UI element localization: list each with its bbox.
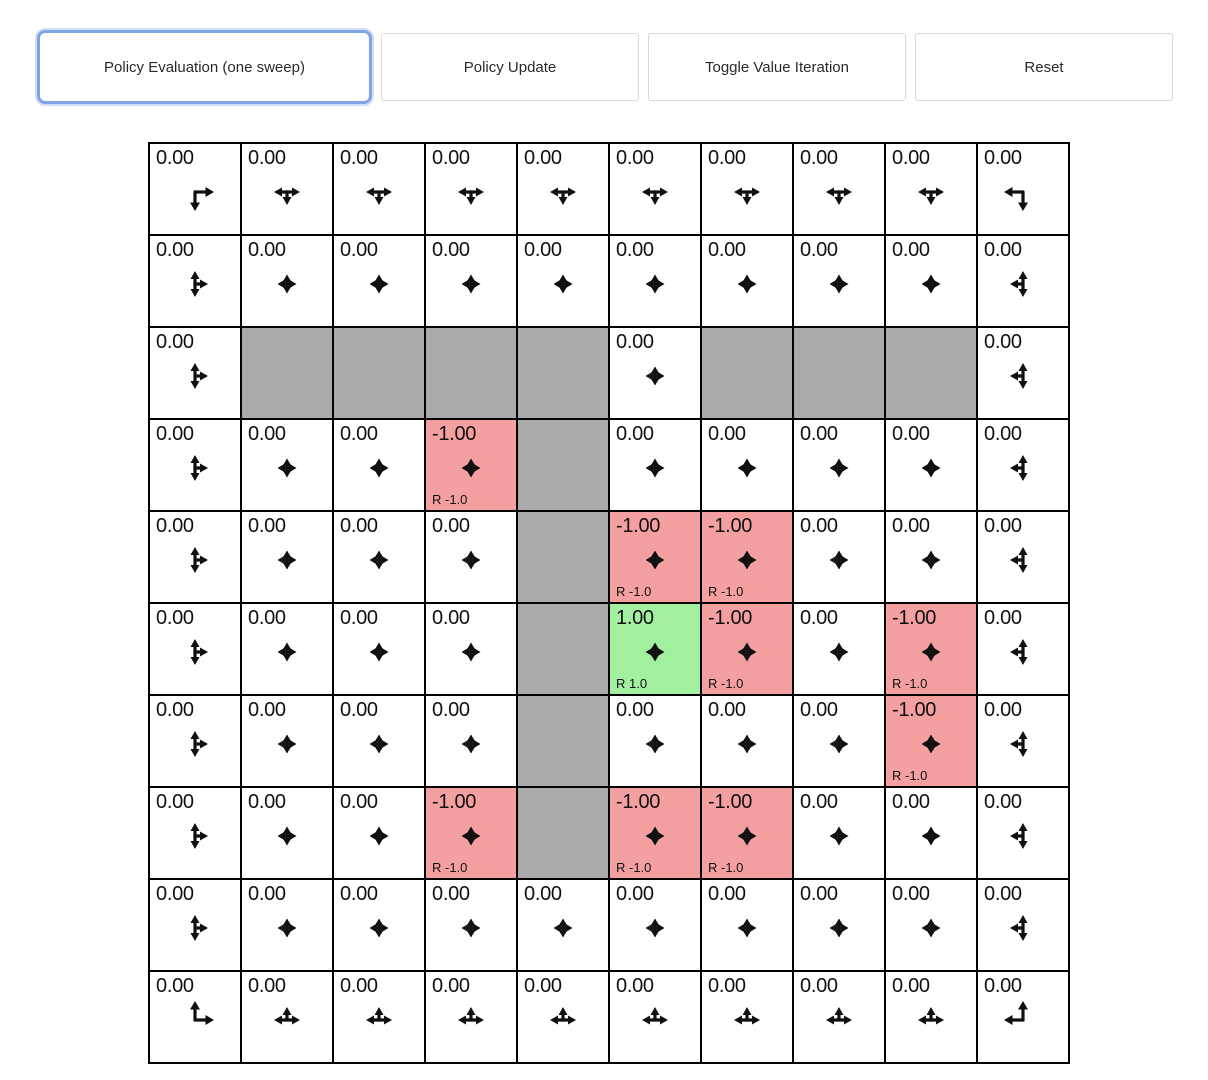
grid-cell[interactable] (610, 420, 700, 510)
policy-arrows-icon (907, 628, 955, 676)
cell-value: 0.00 (708, 699, 746, 721)
cell-value: 0.00 (340, 791, 378, 813)
policy-arrows-icon (355, 444, 403, 492)
policy-arrows-icon (539, 260, 587, 308)
policy-arrows-icon (447, 812, 495, 860)
cell-value: 0.00 (984, 607, 1022, 629)
cell-value: 0.00 (248, 699, 286, 721)
policy-arrows-icon (815, 444, 863, 492)
cell-value: 0.00 (708, 883, 746, 905)
grid-cell[interactable] (702, 236, 792, 326)
cell-value: 0.00 (156, 147, 194, 169)
policy-arrows-icon (263, 812, 311, 860)
reward-label: R -1.0 (708, 584, 744, 599)
cell-value: 0.00 (984, 331, 1022, 353)
cell-value: -1.00 (616, 515, 661, 537)
grid-cell[interactable] (150, 420, 240, 510)
grid-cell[interactable] (886, 788, 976, 878)
cell-value: 0.00 (432, 147, 470, 169)
grid-cell[interactable] (702, 696, 792, 786)
grid-cell[interactable] (610, 144, 700, 234)
cell-value: 0.00 (524, 147, 562, 169)
policy-arrows-icon (815, 812, 863, 860)
cell-value: 0.00 (984, 423, 1022, 445)
grid-cell[interactable] (334, 512, 424, 602)
policy-evaluation-button[interactable]: Policy Evaluation (one sweep) (37, 30, 372, 104)
policy-arrows-icon (447, 996, 495, 1044)
cell-value: 0.00 (340, 975, 378, 997)
cell-value: 0.00 (248, 975, 286, 997)
policy-arrows-icon (723, 260, 771, 308)
grid-cell[interactable] (150, 788, 240, 878)
wall-cell[interactable] (518, 696, 608, 786)
grid-cell[interactable] (610, 236, 700, 326)
grid-cell[interactable] (978, 880, 1068, 970)
cell-value: 0.00 (432, 607, 470, 629)
policy-arrows-icon (723, 904, 771, 952)
grid-cell[interactable] (150, 236, 240, 326)
policy-arrows-icon (447, 628, 495, 676)
cell-value: 0.00 (616, 883, 654, 905)
grid-cell[interactable] (886, 512, 976, 602)
policy-arrows-icon (999, 996, 1047, 1044)
wall-cell[interactable] (794, 328, 884, 418)
grid-cell[interactable] (150, 696, 240, 786)
policy-arrows-icon (171, 168, 219, 216)
cell-value: 0.00 (248, 607, 286, 629)
grid-cell[interactable] (426, 144, 516, 234)
policy-arrows-icon (815, 996, 863, 1044)
grid-cell[interactable] (334, 144, 424, 234)
grid-cell[interactable] (886, 420, 976, 510)
grid-cell[interactable] (702, 144, 792, 234)
grid-cell[interactable] (886, 604, 976, 694)
policy-arrows-icon (631, 168, 679, 216)
cell-value: 0.00 (524, 883, 562, 905)
grid-cell[interactable] (794, 972, 884, 1062)
policy-arrows-icon (447, 904, 495, 952)
wall-cell[interactable] (518, 420, 608, 510)
grid-cell[interactable] (150, 972, 240, 1062)
grid-cell[interactable] (334, 880, 424, 970)
cell-value: 0.00 (708, 975, 746, 997)
policy-arrows-icon (723, 444, 771, 492)
reward-label: R 1.0 (616, 676, 648, 691)
policy-arrows-icon (815, 628, 863, 676)
policy-arrows-icon (171, 812, 219, 860)
cell-value: 0.00 (892, 883, 930, 905)
grid-cell[interactable] (242, 236, 332, 326)
grid-cell[interactable] (978, 420, 1068, 510)
grid-cell[interactable] (610, 604, 700, 694)
policy-arrows-icon (723, 168, 771, 216)
wall-cell[interactable] (426, 328, 516, 418)
grid-cell[interactable] (518, 144, 608, 234)
policy-arrows-icon (263, 260, 311, 308)
policy-arrows-icon (539, 904, 587, 952)
policy-arrows-icon (907, 904, 955, 952)
policy-arrows-icon (171, 536, 219, 584)
grid-cell[interactable] (702, 604, 792, 694)
cell-value: 0.00 (340, 699, 378, 721)
policy-arrows-icon (355, 996, 403, 1044)
cell-value: 0.00 (800, 423, 838, 445)
grid-cell[interactable] (334, 788, 424, 878)
policy-arrows-icon (171, 720, 219, 768)
policy-arrows-icon (447, 720, 495, 768)
toggle-value-iteration-button[interactable]: Toggle Value Iteration (648, 33, 906, 101)
grid-cell[interactable] (978, 788, 1068, 878)
cell-value: 0.00 (984, 975, 1022, 997)
cell-value: -1.00 (708, 607, 753, 629)
reward-label: R -1.0 (616, 860, 652, 875)
grid-cell[interactable] (702, 512, 792, 602)
cell-value: -1.00 (616, 791, 661, 813)
cell-value: 0.00 (800, 515, 838, 537)
cell-value: 0.00 (248, 239, 286, 261)
policy-arrows-icon (355, 628, 403, 676)
cell-value: 0.00 (800, 147, 838, 169)
cell-value: 0.00 (984, 147, 1022, 169)
policy-arrows-icon (631, 720, 679, 768)
grid-cell[interactable] (242, 880, 332, 970)
grid-cell[interactable] (794, 696, 884, 786)
policy-arrows-icon (171, 444, 219, 492)
grid-cell[interactable] (794, 788, 884, 878)
grid-cell[interactable] (426, 420, 516, 510)
policy-arrows-icon (631, 444, 679, 492)
policy-arrows-icon (447, 536, 495, 584)
grid-cell[interactable] (886, 972, 976, 1062)
policy-arrows-icon (263, 904, 311, 952)
grid-cell[interactable] (334, 420, 424, 510)
cell-value: 0.00 (524, 239, 562, 261)
grid-cell[interactable] (610, 328, 700, 418)
cell-value: 0.00 (800, 239, 838, 261)
policy-arrows-icon (447, 168, 495, 216)
cell-value: -1.00 (708, 791, 753, 813)
policy-arrows-icon (263, 168, 311, 216)
policy-arrows-icon (355, 720, 403, 768)
cell-value: 0.00 (984, 883, 1022, 905)
policy-arrows-icon (171, 628, 219, 676)
policy-arrows-icon (263, 444, 311, 492)
grid-cell[interactable] (426, 696, 516, 786)
grid-cell[interactable] (426, 604, 516, 694)
grid-cell[interactable] (334, 236, 424, 326)
wall-cell[interactable] (334, 328, 424, 418)
policy-arrows-icon (999, 720, 1047, 768)
policy-arrows-icon (539, 168, 587, 216)
policy-arrows-icon (999, 536, 1047, 584)
policy-arrows-icon (999, 168, 1047, 216)
grid-cell[interactable] (978, 696, 1068, 786)
cell-value: 0.00 (340, 239, 378, 261)
policy-arrows-icon (907, 444, 955, 492)
cell-value: 0.00 (708, 423, 746, 445)
wall-cell[interactable] (886, 328, 976, 418)
grid-cell[interactable] (610, 788, 700, 878)
grid-cell[interactable] (334, 972, 424, 1062)
grid-cell[interactable] (242, 604, 332, 694)
grid-cell[interactable] (702, 972, 792, 1062)
cell-value: 0.00 (248, 791, 286, 813)
cell-value: 0.00 (892, 423, 930, 445)
cell-value: 0.00 (248, 883, 286, 905)
policy-arrows-icon (723, 812, 771, 860)
cell-value: 0.00 (800, 607, 838, 629)
grid-cell[interactable] (334, 604, 424, 694)
policy-arrows-icon (631, 628, 679, 676)
reward-label: R -1.0 (432, 492, 468, 507)
wall-cell[interactable] (518, 512, 608, 602)
cell-value: 0.00 (248, 515, 286, 537)
cell-value: 0.00 (156, 607, 194, 629)
wall-cell[interactable] (242, 328, 332, 418)
cell-value: 0.00 (984, 791, 1022, 813)
policy-arrows-icon (631, 996, 679, 1044)
grid-cell[interactable] (610, 880, 700, 970)
cell-value: 0.00 (156, 975, 194, 997)
grid-cell[interactable] (702, 880, 792, 970)
grid-cell[interactable] (886, 236, 976, 326)
cell-value: 0.00 (340, 515, 378, 537)
grid-cell[interactable] (886, 880, 976, 970)
policy-arrows-icon (723, 628, 771, 676)
cell-value: 0.00 (432, 515, 470, 537)
grid-cell[interactable] (150, 512, 240, 602)
reset-button[interactable]: Reset (915, 33, 1173, 101)
policy-arrows-icon (171, 904, 219, 952)
cell-value: 0.00 (984, 515, 1022, 537)
cell-value: 0.00 (892, 239, 930, 261)
cell-value: 0.00 (156, 515, 194, 537)
cell-value: 0.00 (800, 975, 838, 997)
cell-value: 0.00 (800, 791, 838, 813)
cell-value: 0.00 (156, 239, 194, 261)
grid-cell[interactable] (794, 604, 884, 694)
grid-cell[interactable] (334, 696, 424, 786)
policy-update-button[interactable]: Policy Update (381, 33, 639, 101)
cell-value: 0.00 (984, 699, 1022, 721)
policy-arrows-icon (631, 352, 679, 400)
cell-value: -1.00 (432, 423, 477, 445)
grid-cell[interactable] (978, 512, 1068, 602)
policy-arrows-icon (907, 996, 955, 1044)
reward-label: R -1.0 (892, 768, 928, 783)
grid-cell[interactable] (978, 236, 1068, 326)
grid-cell[interactable] (426, 512, 516, 602)
cell-value: -1.00 (432, 791, 477, 813)
grid-cell[interactable] (518, 972, 608, 1062)
policy-arrows-icon (815, 720, 863, 768)
policy-arrows-icon (447, 444, 495, 492)
cell-value: 0.00 (800, 883, 838, 905)
policy-arrows-icon (723, 996, 771, 1044)
cell-value: 0.00 (432, 239, 470, 261)
grid-cell[interactable] (242, 696, 332, 786)
wall-cell[interactable] (702, 328, 792, 418)
policy-arrows-icon (539, 996, 587, 1044)
policy-arrows-icon (999, 352, 1047, 400)
cell-value: 0.00 (616, 699, 654, 721)
cell-value: -1.00 (708, 515, 753, 537)
policy-arrows-icon (815, 260, 863, 308)
cell-value: 0.00 (984, 239, 1022, 261)
cell-value: 0.00 (340, 423, 378, 445)
grid-cell[interactable] (886, 144, 976, 234)
grid-cell[interactable] (610, 972, 700, 1062)
grid-cell[interactable] (242, 420, 332, 510)
policy-arrows-icon (171, 996, 219, 1044)
wall-cell[interactable] (518, 788, 608, 878)
grid-cell[interactable] (886, 696, 976, 786)
grid-cell[interactable] (426, 788, 516, 878)
grid-cell[interactable] (610, 696, 700, 786)
cell-value: 0.00 (524, 975, 562, 997)
cell-value: 0.00 (432, 699, 470, 721)
cell-value: 0.00 (892, 975, 930, 997)
grid-cell[interactable] (702, 420, 792, 510)
cell-value: 0.00 (708, 239, 746, 261)
grid-cell[interactable] (426, 236, 516, 326)
cell-value: 0.00 (156, 423, 194, 445)
policy-arrows-icon (171, 352, 219, 400)
policy-arrows-icon (999, 812, 1047, 860)
cell-value: 0.00 (156, 791, 194, 813)
policy-arrows-icon (723, 720, 771, 768)
grid-cell[interactable] (978, 604, 1068, 694)
policy-arrows-icon (815, 904, 863, 952)
cell-value: 0.00 (248, 423, 286, 445)
wall-cell[interactable] (518, 604, 608, 694)
grid-cell[interactable] (518, 880, 608, 970)
cell-value: 0.00 (616, 331, 654, 353)
policy-arrows-icon (723, 536, 771, 584)
grid-cell[interactable] (242, 788, 332, 878)
grid-cell[interactable] (242, 144, 332, 234)
policy-arrows-icon (907, 260, 955, 308)
grid-cell[interactable] (702, 788, 792, 878)
cell-value: -1.00 (892, 699, 937, 721)
policy-arrows-icon (355, 536, 403, 584)
policy-arrows-icon (907, 168, 955, 216)
policy-arrows-icon (815, 536, 863, 584)
cell-value: 0.00 (340, 147, 378, 169)
reward-label: R -1.0 (708, 860, 744, 875)
grid-cell[interactable] (794, 512, 884, 602)
cell-value: 0.00 (892, 791, 930, 813)
policy-arrows-icon (447, 260, 495, 308)
policy-arrows-icon (263, 628, 311, 676)
cell-value: 0.00 (800, 699, 838, 721)
gridworld-grid (148, 142, 1070, 1064)
policy-arrows-icon (907, 720, 955, 768)
policy-arrows-icon (355, 904, 403, 952)
policy-arrows-icon (631, 536, 679, 584)
policy-arrows-icon (999, 628, 1047, 676)
grid-cell[interactable] (242, 972, 332, 1062)
policy-arrows-icon (999, 904, 1047, 952)
cell-value: 0.00 (156, 699, 194, 721)
reward-label: R -1.0 (708, 676, 744, 691)
grid-cell[interactable] (426, 880, 516, 970)
policy-arrows-icon (355, 168, 403, 216)
cell-value: 0.00 (616, 147, 654, 169)
grid-cell[interactable] (150, 880, 240, 970)
cell-value: 0.00 (892, 515, 930, 537)
grid-cell[interactable] (978, 328, 1068, 418)
policy-arrows-icon (355, 260, 403, 308)
grid-cell[interactable] (794, 236, 884, 326)
grid-cell[interactable] (242, 512, 332, 602)
reward-label: R -1.0 (616, 584, 652, 599)
grid-cell[interactable] (150, 328, 240, 418)
grid-cell[interactable] (978, 144, 1068, 234)
cell-value: 0.00 (616, 975, 654, 997)
policy-arrows-icon (907, 812, 955, 860)
policy-arrows-icon (263, 720, 311, 768)
grid-cell[interactable] (610, 512, 700, 602)
policy-arrows-icon (631, 904, 679, 952)
policy-arrows-icon (907, 536, 955, 584)
policy-arrows-icon (263, 996, 311, 1044)
cell-value: 0.00 (340, 607, 378, 629)
cell-value: 0.00 (892, 147, 930, 169)
grid-cell[interactable] (150, 144, 240, 234)
policy-arrows-icon (815, 168, 863, 216)
cell-value: 0.00 (156, 883, 194, 905)
policy-arrows-icon (631, 812, 679, 860)
policy-arrows-icon (355, 812, 403, 860)
policy-arrows-icon (631, 260, 679, 308)
grid-cell[interactable] (978, 972, 1068, 1062)
wall-cell[interactable] (518, 328, 608, 418)
grid-cell[interactable] (794, 880, 884, 970)
cell-value: 0.00 (432, 975, 470, 997)
grid-cell[interactable] (794, 420, 884, 510)
policy-arrows-icon (263, 536, 311, 584)
cell-value: 0.00 (708, 147, 746, 169)
grid-cell[interactable] (794, 144, 884, 234)
toolbar (37, 30, 1173, 104)
cell-value: 0.00 (616, 239, 654, 261)
cell-value: 0.00 (616, 423, 654, 445)
grid-cell[interactable] (150, 604, 240, 694)
policy-arrows-icon (999, 444, 1047, 492)
cell-value: 0.00 (248, 147, 286, 169)
grid-cell[interactable] (518, 236, 608, 326)
reward-label: R -1.0 (892, 676, 928, 691)
cell-value: 1.00 (616, 607, 654, 629)
cell-value: 0.00 (340, 883, 378, 905)
policy-arrows-icon (171, 260, 219, 308)
cell-value: 0.00 (156, 331, 194, 353)
policy-arrows-icon (999, 260, 1047, 308)
cell-value: -1.00 (892, 607, 937, 629)
reward-label: R -1.0 (432, 860, 468, 875)
cell-value: 0.00 (432, 883, 470, 905)
grid-cell[interactable] (426, 972, 516, 1062)
